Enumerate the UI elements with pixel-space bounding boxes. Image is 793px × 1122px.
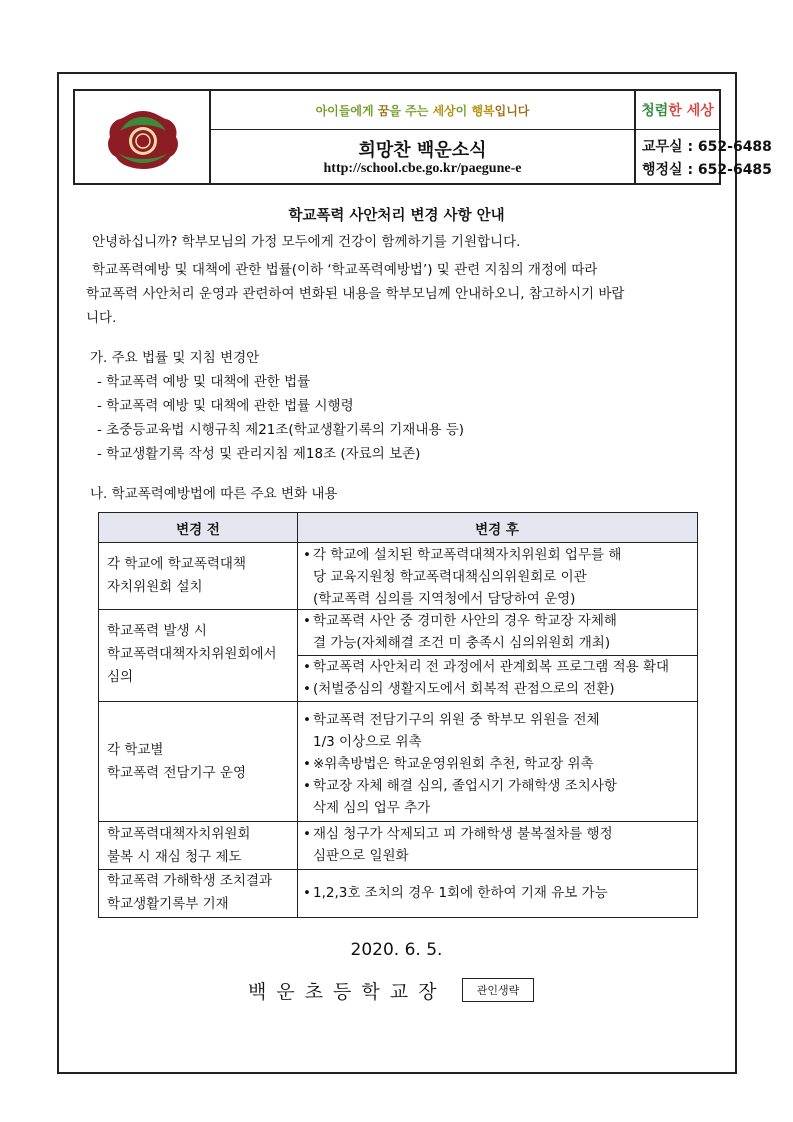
newsletter-header <box>73 89 772 185</box>
intro-line-1: 학교폭력예방 및 대책에 관한 법률(이하 ‘학교폭력예방법’) 및 관련 지침의 개정에 따라 <box>92 262 598 278</box>
table-row-3-bullet: • ※위촉방법은 학교운영위원회 추천, 학교장 위촉 <box>303 756 594 772</box>
integrity-logo: 청렴한 세상 <box>641 103 714 119</box>
newsletter-title-cell <box>211 91 636 183</box>
table-row-1-bullet: • 각 학교에 설치된 학교폭력대책자치위원회 업무를 해 당 교육지원청 학교폭력대책심의위원회로 이관 (학교폭력 심의를 지역청에서 담당하여 운영) <box>303 547 622 607</box>
document-date: 2020. 6. 5. <box>350 940 443 960</box>
emblem-cell <box>75 91 211 183</box>
section-b-heading: 나. 학교폭력예방법에 따른 주요 변화 내용 <box>90 486 338 502</box>
table-row-3-bullet: • 학교장 자체 해결 심의, 졸업시기 가해학생 조치사항 삭제 심의 업무 추가 <box>303 778 617 816</box>
brand-row <box>636 91 719 130</box>
table-row-4-bullet: • 재심 청구가 삭제되고 피 가해학생 불복절차를 행정 심판으로 일원화 <box>303 826 613 864</box>
school-slogan: 아이들에게 꿈을 주는 세상이 행복입니다 <box>315 103 530 118</box>
section-a-item: - 학교생활기록 작성 및 관리지침 제18조 (자료의 보존) <box>97 446 421 462</box>
phone-admin-office: 행정실 : 652-6485 <box>642 162 772 178</box>
changes-table <box>98 512 698 918</box>
slogan-row <box>211 91 634 130</box>
table-row-2-bullet: • 학교폭력 사안처리 전 과정에서 관계회복 프로그램 적용 확대 <box>303 659 670 675</box>
table-row-2-bullet: • 학교폭력 사안 중 경미한 사안의 경우 학교장 자체해 결 가능(자체해결 조건 미 충족시 심의위원회 개최) <box>303 613 617 651</box>
row-divider <box>99 821 697 822</box>
table-row-4-before: 학교폭력대책자치위원회 불복 시 재심 청구 제도 <box>107 826 251 865</box>
table-row-3-before: 각 학교별 학교폭력 전담기구 운영 <box>107 742 246 781</box>
phone-academic-office: 교무실 : 652-6488 <box>642 139 772 155</box>
table-row-1-before: 각 학교에 학교폭력대책 자치위원회 설치 <box>107 556 246 595</box>
table-header-after: 변경 후 <box>297 513 697 543</box>
section-a-item: - 초중등교육법 시행규칙 제21조(학교생활기록의 기재내용 등) <box>97 422 465 438</box>
table-header-before: 변경 전 <box>99 513 297 543</box>
school-emblem-icon <box>106 109 180 171</box>
newsletter-title: 희망찬 백운소식 <box>358 140 487 161</box>
column-divider <box>297 513 298 917</box>
seal-omitted-stamp: 관인생략 <box>462 978 534 1002</box>
principal-signature: 백운초등학교장 <box>248 981 447 1003</box>
row-divider <box>99 701 697 702</box>
contact-cell <box>636 91 772 183</box>
table-row-2-bullet: • (처벌중심의 생활지도에서 회복적 관점으로의 전환) <box>303 681 615 697</box>
intro-line-2: 학교폭력 사안처리 운영과 관련하여 변화된 내용을 학부모님께 안내하오니, 참고하시기 바랍 <box>86 286 625 302</box>
document-title: 학교폭력 사안처리 변경 사항 안내 <box>288 208 505 224</box>
greeting: 안녕하십니까? 학부모님의 가정 모두에게 건강이 함께하기를 기원합니다. <box>92 234 521 250</box>
intro-line-3: 니다. <box>86 310 117 326</box>
table-row-2-before: 학교폭력 발생 시 학교폭력대책자치위원회에서 심의 <box>107 623 277 685</box>
school-url: http://school.cbe.go.kr/paegune-e <box>323 161 522 176</box>
section-a-item: - 학교폭력 예방 및 대책에 관한 법률 <box>97 374 311 390</box>
table-row-5-before: 학교폭력 가해학생 조치결과 학교생활기록부 기재 <box>107 873 273 912</box>
table-row-5-bullet: • 1,2,3호 조치의 경우 1회에 한하여 기재 유보 가능 <box>303 885 608 901</box>
section-a-heading: 가. 주요 법률 및 지침 변경안 <box>90 350 260 366</box>
section-a-item: - 학교폭력 예방 및 대책에 관한 법률 시행령 <box>97 398 354 414</box>
table-row-3-bullet: • 학교폭력 전담기구의 위원 중 학부모 위원을 전체 1/3 이상으로 위촉 <box>303 712 600 750</box>
